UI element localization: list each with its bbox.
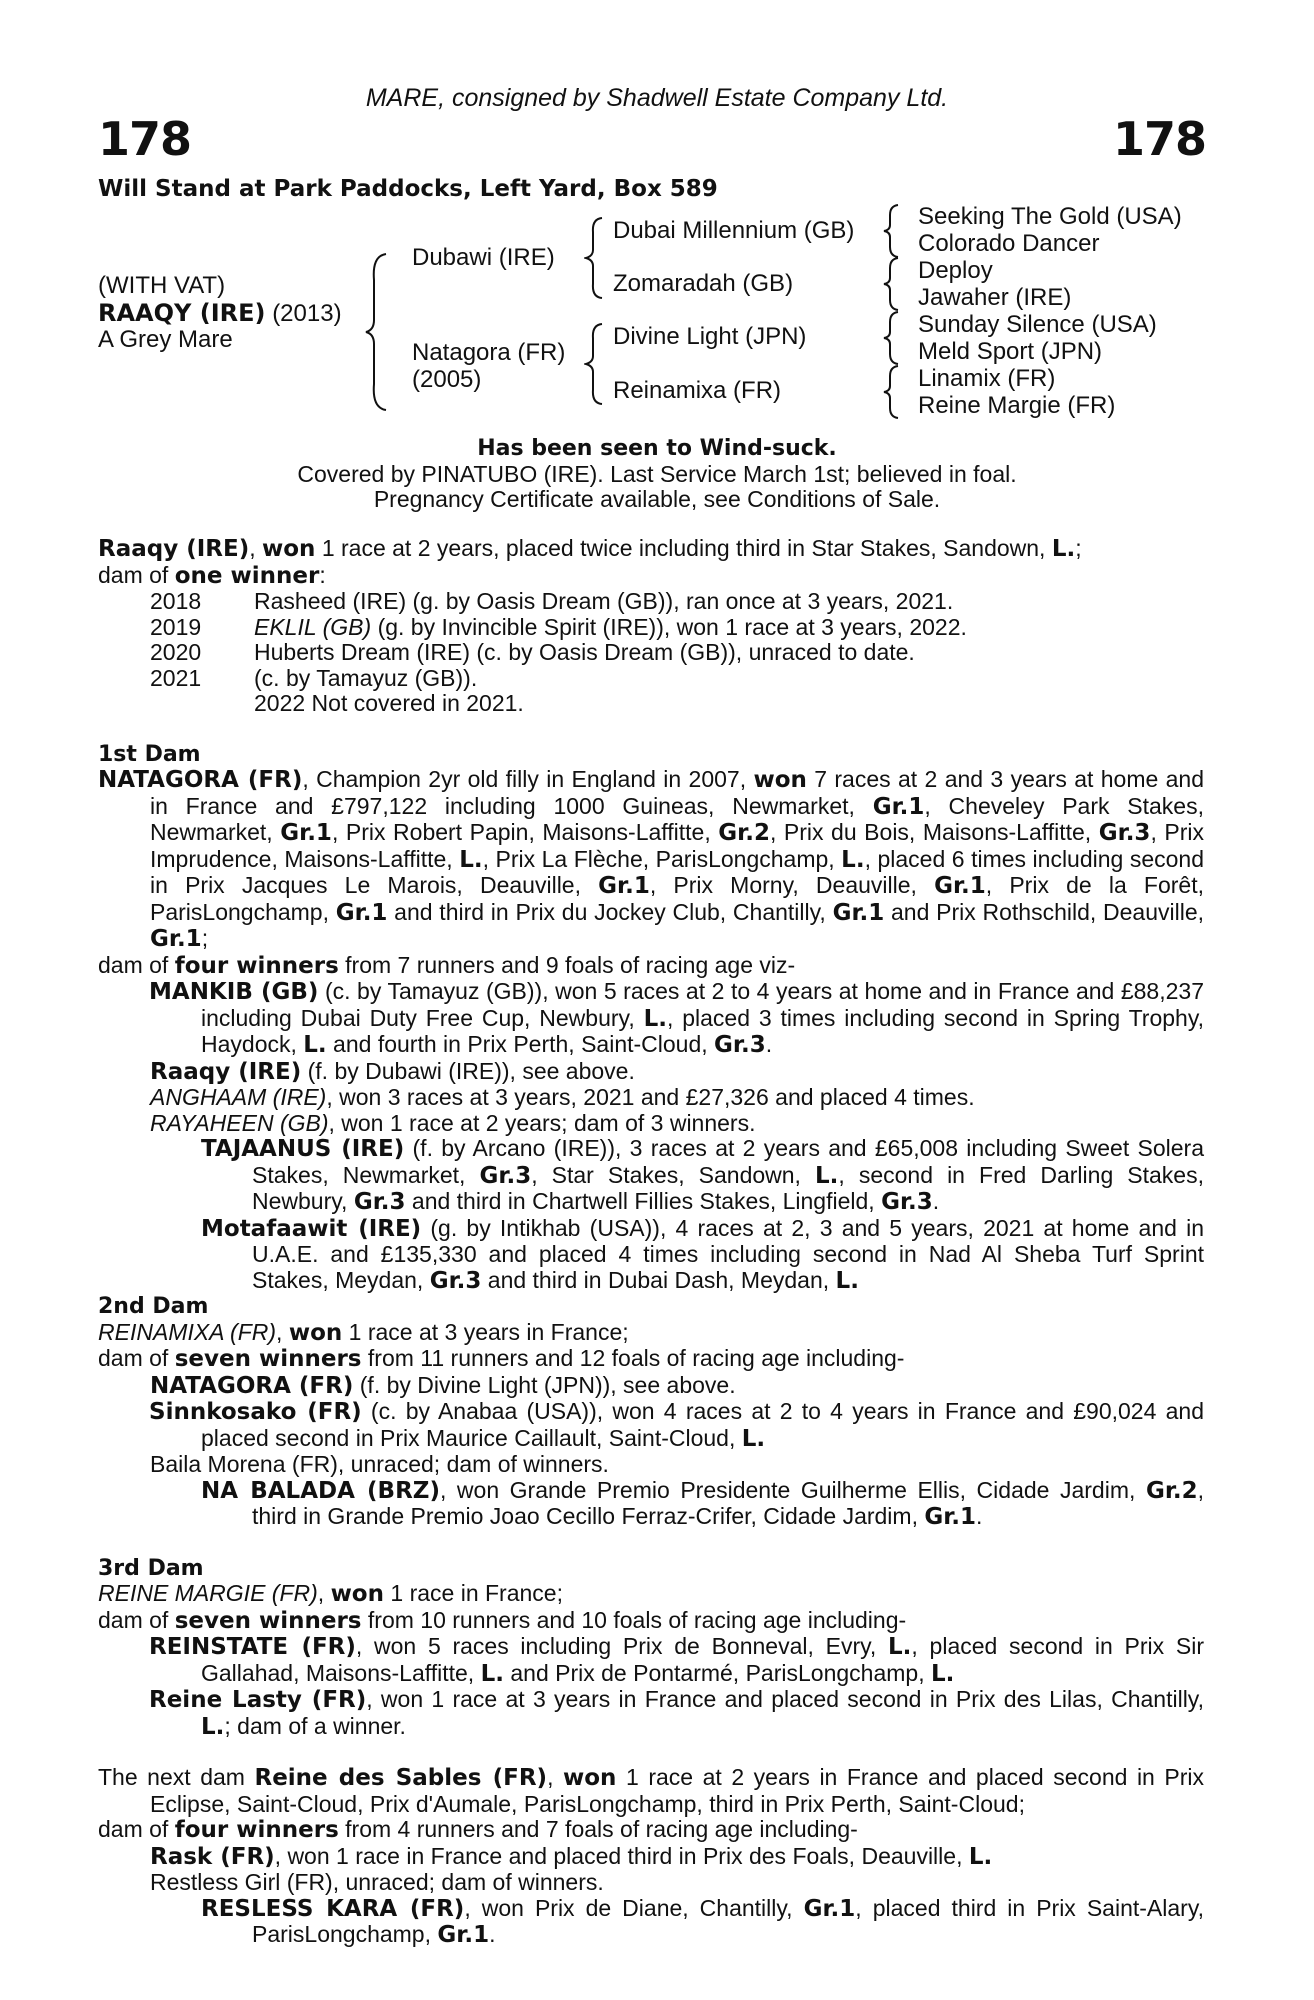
text-span: won: [753, 767, 807, 793]
text-span: L.: [1051, 536, 1076, 562]
progeny-raaqy: [98, 1059, 1204, 1086]
text-span: (f. by Dubawi (IRE)), see above.: [301, 1057, 635, 1084]
text-span: , Prix de la Forêt, ParisLongchamp,: [150, 872, 1205, 925]
text-span: Gr.1: [872, 793, 925, 820]
text-span: ,: [276, 1318, 289, 1345]
text-span: L.: [841, 846, 865, 873]
text-span: , won 5 races including Prix de Bonneval, Evry,: [355, 1633, 889, 1659]
brace-sire: [584, 216, 608, 300]
text-span: dam of: [98, 561, 175, 588]
progeny-resless-kara: [98, 1896, 1204, 1949]
text-span: L.: [741, 1425, 766, 1452]
horse-description: A Grey Mare: [98, 326, 233, 353]
gen3-7: Linamix (FR): [918, 365, 1056, 392]
text-span: one winner: [174, 562, 320, 589]
dam-name: Natagora (FR): [412, 339, 566, 366]
text-span: L.: [815, 1162, 839, 1189]
text-span: , second in Fred Darling Stakes, Newbury,: [252, 1161, 1204, 1214]
text-span: (c. by Anabaa (USA)), won 4 races at 2 to 4 years in France and £90,024 and placed second in Prix Maurice Caillault, Saint-Cloud,: [201, 1398, 1204, 1451]
text-span: seven winners: [174, 1346, 362, 1372]
text-span: Gr.1: [934, 873, 986, 899]
third-dam-heading: 3rd Dam: [98, 1555, 204, 1581]
third-dam-dam-of: [98, 1608, 1204, 1635]
consignment-line: MARE, consigned by Shadwell Estate Company Ltd.: [365, 84, 949, 112]
text-span: L.: [930, 1660, 955, 1687]
text-span: from 4 runners and 7 foals of racing age including-: [338, 1816, 858, 1842]
text-span: L.: [459, 846, 483, 873]
progeny-anghaam: [98, 1085, 1204, 1111]
text-span: , won 1 race in France and placed third in Prix des Foals, Deauville,: [274, 1842, 969, 1869]
brace-dam: [584, 322, 608, 406]
text-span: from 11 runners and 12 foals of racing age including-: [361, 1345, 905, 1371]
text-span: 1 race in France;: [384, 1580, 563, 1606]
gen2-sire-sire: Dubai Millennium (GB): [613, 217, 855, 244]
text-span: and fourth in Prix Perth, Saint-Cloud,: [326, 1031, 715, 1057]
text-span: Gr.2: [718, 820, 770, 846]
text-span: , placed third in Prix Saint-Alary, ParisLongchamp,: [252, 1894, 1204, 1947]
text-span: (c. by Tamayuz (GB)).: [254, 664, 478, 691]
text-span: L.: [968, 1843, 993, 1870]
text-span: 7 races at 2 and 3 years at home and in France and £797,122 including 1000 Guineas, Newmarket,: [150, 766, 1205, 819]
text-span: L.: [835, 1267, 859, 1294]
stand-location: Will Stand at Park Paddocks, Left Yard, Box 589: [98, 176, 718, 202]
text-span: Reine des Sables (FR): [254, 1765, 548, 1791]
text-span: .: [489, 1921, 496, 1947]
first-dam-heading: 1st Dam: [98, 741, 201, 767]
text-span: Gr.3: [1098, 820, 1151, 846]
text-span: NATAGORA (FR): [150, 1372, 354, 1399]
produce-row: [98, 666, 1204, 692]
produce-row: [98, 640, 1204, 666]
text-span: Gr.3: [714, 1032, 766, 1058]
text-span: EKLIL (GB): [254, 613, 372, 640]
produce-row: [98, 615, 1204, 641]
text-span: , placed second in Prix Sir Gallahad, Maisons-Laffitte,: [201, 1633, 1204, 1686]
text-span: ANGHAAM (IRE): [150, 1084, 327, 1110]
second-dam-heading: 2nd Dam: [98, 1294, 209, 1319]
text-span: and third in Prix du Jockey Club, Chantilly,: [387, 898, 833, 925]
text-span: (f. by Divine Light (JPN)), see above.: [353, 1371, 736, 1398]
first-dam-paragraph: [98, 767, 1204, 953]
text-span: dam of: [98, 951, 175, 978]
next-dam-paragraph: [98, 1765, 1204, 1817]
text-span: , won 1 race at 2 years; dam of 3 winners.: [328, 1109, 756, 1136]
text-span: 1 race at 2 years, placed twice including third in Star Stakes, Sandown,: [315, 535, 1052, 561]
text-span: Rask (FR): [150, 1843, 275, 1870]
pregnancy-note: Pregnancy Certificate available, see Conditions of Sale.: [373, 486, 941, 512]
text-span: , Prix du Bois, Maisons-Laffitte,: [769, 819, 1099, 845]
text-span: 2018: [150, 588, 202, 614]
intro-dam-of: [98, 563, 1204, 590]
covered-note: Covered by PINATUBO (IRE). Last Service March 1st; believed in foal.: [297, 461, 1017, 487]
text-span: , Prix La Flèche, ParisLongchamp,: [482, 845, 842, 872]
text-span: The next dam: [98, 1764, 255, 1790]
progeny-baila-morena: Baila Morena (FR), unraced; dam of winners.: [150, 1451, 609, 1477]
text-span: Sinnkosako (FR): [149, 1399, 362, 1425]
text-span: Gr.1: [832, 899, 885, 926]
horse-name: RAAQY (IRE): [98, 299, 266, 327]
text-span: 2019: [150, 613, 202, 640]
gen3-2: Colorado Dancer: [918, 230, 1100, 257]
text-span: .: [976, 1503, 983, 1529]
progeny-natagora: [98, 1373, 1204, 1400]
text-span: TAJAANUS (IRE): [201, 1136, 405, 1162]
dam-year: (2005): [412, 366, 482, 393]
text-span: from 10 runners and 10 foals of racing age including-: [361, 1606, 907, 1633]
text-span: REINAMIXA (FR): [98, 1318, 277, 1345]
text-span: Reine Lasty (FR): [149, 1687, 367, 1713]
text-span: 1 race at 3 years in France;: [342, 1318, 629, 1345]
text-span: REINSTATE (FR): [149, 1634, 356, 1660]
text-span: (c. by Tamayuz (GB)), won 5 races at 2 to 4 years at home and in France and £88,237 including Dubai Duty Free Cup, Newbury,: [201, 978, 1204, 1031]
text-span: ; dam of a winner.: [224, 1712, 406, 1739]
not-covered-line: 2022 Not covered in 2021.: [254, 690, 524, 716]
text-span: L.: [201, 1713, 225, 1740]
text-span: .: [932, 1188, 940, 1214]
text-span: and Prix de Pontarmé, ParisLongchamp,: [503, 1659, 931, 1686]
intro-paragraph: [98, 536, 1204, 563]
text-span: L.: [888, 1634, 912, 1660]
text-span: RAYAHEEN (GB): [150, 1109, 329, 1136]
text-span: NA BALADA (BRZ): [201, 1477, 440, 1504]
catalogue-body: [98, 536, 1204, 1949]
brace-g3-3: [882, 310, 904, 366]
text-span: REINE MARGIE (FR): [98, 1580, 318, 1606]
text-span: , won 1 race at 3 years in France and placed second in Prix des Lilas, Chantilly,: [366, 1686, 1204, 1712]
text-span: , won 3 races at 3 years, 2021 and £27,326 and placed 4 times.: [326, 1084, 975, 1110]
second-dam-paragraph: [98, 1320, 1204, 1347]
progeny-rask: [98, 1844, 1204, 1871]
second-dam-dam-of: [98, 1346, 1204, 1373]
text-span: , placed 3 times including second in Spring Trophy, Haydock,: [201, 1004, 1205, 1057]
gen2-dam-dam: Reinamixa (FR): [613, 377, 782, 404]
text-span: Gr.3: [881, 1189, 933, 1215]
text-span: , Prix Robert Papin, Maisons-Laffitte,: [331, 819, 719, 845]
first-dam-dam-of: [98, 953, 1204, 980]
text-span: NATAGORA (FR): [98, 767, 303, 793]
text-span: Raaqy (IRE): [150, 1058, 302, 1085]
text-span: four winners: [174, 952, 339, 979]
brace-g3-2: [882, 256, 904, 312]
text-span: Rasheed (IRE) (g. by Oasis Dream (GB)), ran once at 3 years, 2021.: [254, 588, 954, 614]
text-span: (f. by Arcano (IRE)), 3 races at 2 years and £65,008 including Sweet Solera Stakes, Newmarket,: [252, 1135, 1204, 1188]
lot-number-right: 178: [1112, 112, 1206, 166]
windsuck-note: Has been seen to Wind-suck.: [477, 436, 837, 461]
text-span: Gr.1: [335, 899, 388, 926]
text-span: ,: [249, 535, 262, 561]
text-span: , Prix Morny, Deauville,: [649, 872, 935, 898]
text-span: 1 race at 2 years in France and placed second in Prix Eclipse, Saint-Cloud, Prix d'Aumale, ParisLongchamp, third in Prix Perth, Saint-Cloud;: [150, 1764, 1205, 1817]
horse-title: [98, 299, 342, 328]
text-span: :: [319, 561, 326, 588]
text-span: dam of: [98, 1345, 175, 1371]
progeny-tajaanus: [98, 1136, 1204, 1216]
progeny-reine-lasty: [98, 1687, 1204, 1740]
progeny-motafaawit: [98, 1216, 1204, 1295]
text-span: Gr.3: [479, 1162, 532, 1189]
text-span: , third in Grande Premio Joao Cecillo Ferraz-Crifer, Cidade Jardim,: [252, 1476, 1205, 1529]
text-span: , Cheveley Park Stakes, Newmarket,: [150, 792, 1204, 845]
spacer: [98, 1531, 1204, 1556]
text-span: Gr.3: [429, 1267, 482, 1294]
text-span: Gr.1: [598, 873, 650, 899]
text-span: MANKIB (GB): [149, 979, 319, 1005]
text-span: , placed 6 times including second in Prix Jacques Le Marois, Deauville,: [150, 845, 1205, 898]
text-span: dam of: [98, 1606, 175, 1633]
text-span: RESLESS KARA (FR): [201, 1895, 465, 1922]
text-span: L.: [303, 1032, 327, 1058]
text-span: (g. by Invincible Spirit (IRE)), won 1 race at 3 years, 2022.: [371, 613, 967, 640]
text-span: seven winners: [174, 1607, 362, 1634]
text-span: Gr.1: [803, 1895, 856, 1922]
third-dam-paragraph: [98, 1581, 1204, 1608]
text-span: won: [262, 536, 316, 562]
brace-g3-4: [882, 364, 904, 420]
gen3-1: Seeking The Gold (USA): [918, 203, 1182, 230]
text-span: Gr.3: [353, 1189, 406, 1215]
gen2-dam-sire: Divine Light (JPN): [613, 323, 807, 350]
produce-row: [98, 589, 1204, 615]
text-span: , won Prix de Diane, Chantilly,: [464, 1894, 804, 1921]
text-span: ;: [201, 925, 209, 951]
lot-number-left: 178: [98, 112, 192, 166]
spacer: [98, 717, 1204, 742]
text-span: .: [765, 1031, 773, 1057]
text-span: Gr.1: [280, 820, 332, 846]
gen3-3: Deploy: [918, 257, 993, 284]
text-span: four winners: [174, 1817, 339, 1843]
gen3-6: Meld Sport (JPN): [918, 338, 1103, 365]
text-span: 2020: [150, 639, 202, 665]
progeny-mankib: [98, 979, 1204, 1059]
text-span: and third in Dubai Dash, Meydan,: [481, 1266, 836, 1293]
gen3-4: Jawaher (IRE): [918, 284, 1072, 311]
text-span: , Star Stakes, Sandown,: [531, 1161, 815, 1188]
progeny-sinnkosako: [98, 1399, 1204, 1452]
text-span: and third in Chartwell Fillies Stakes, Lingfield,: [405, 1188, 882, 1214]
brace-parents: [364, 252, 394, 412]
next-dam-dam-of: [98, 1817, 1204, 1844]
brace-g3-1: [882, 203, 904, 259]
text-span: from 7 runners and 9 foals of racing age viz-: [338, 951, 796, 978]
gen2-sire-dam: Zomaradah (GB): [613, 270, 794, 297]
text-span: dam of: [98, 1816, 175, 1842]
progeny-restless-girl: Restless Girl (FR), unraced; dam of winners.: [150, 1869, 604, 1895]
text-span: , Prix Imprudence, Maisons-Laffitte,: [150, 819, 1204, 872]
text-span: L.: [643, 1005, 667, 1032]
progeny-rayaheen: [98, 1111, 1204, 1137]
spacer: [98, 1740, 1204, 1765]
text-span: Gr.1: [924, 1504, 977, 1530]
text-span: , won Grande Premio Presidente Guilherme Ellis, Cidade Jardim,: [440, 1476, 1146, 1503]
text-span: ;: [1075, 535, 1082, 561]
text-span: L.: [480, 1660, 504, 1687]
text-span: won: [288, 1319, 343, 1346]
gen3-8: Reine Margie (FR): [918, 392, 1116, 419]
text-span: Gr.1: [437, 1922, 490, 1948]
intro-horse-name: Raaqy (IRE): [98, 536, 250, 562]
text-span: 2021: [150, 664, 202, 691]
vat-label: (WITH VAT): [98, 272, 226, 299]
horse-year: (2013): [272, 300, 342, 327]
text-span: Motafaawit (IRE): [201, 1215, 422, 1242]
text-span: ,: [547, 1764, 563, 1790]
text-span: Huberts Dream (IRE) (c. by Oasis Dream (GB)), unraced to date.: [254, 639, 915, 665]
text-span: Gr.1: [150, 926, 202, 952]
text-span: won: [563, 1765, 617, 1791]
text-span: , Champion 2yr old filly in England in 2007,: [302, 766, 754, 792]
text-span: ,: [317, 1580, 331, 1606]
sire-name: Dubawi (IRE): [412, 244, 555, 271]
text-span: (g. by Intikhab (USA)), 4 races at 2, 3 and 5 years, 2021 at home and in U.A.E. and £135,330 and placed 4 times including second in Nad Al Sheba Turf Sprint Stakes, Meydan,: [252, 1214, 1205, 1293]
text-span: and Prix Rothschild, Deauville,: [884, 898, 1204, 925]
gen3-5: Sunday Silence (USA): [918, 311, 1157, 338]
progeny-reinstate: [98, 1634, 1204, 1687]
text-span: won: [330, 1581, 384, 1607]
text-span: Gr.2: [1145, 1477, 1198, 1504]
progeny-na-balada: [98, 1478, 1204, 1531]
